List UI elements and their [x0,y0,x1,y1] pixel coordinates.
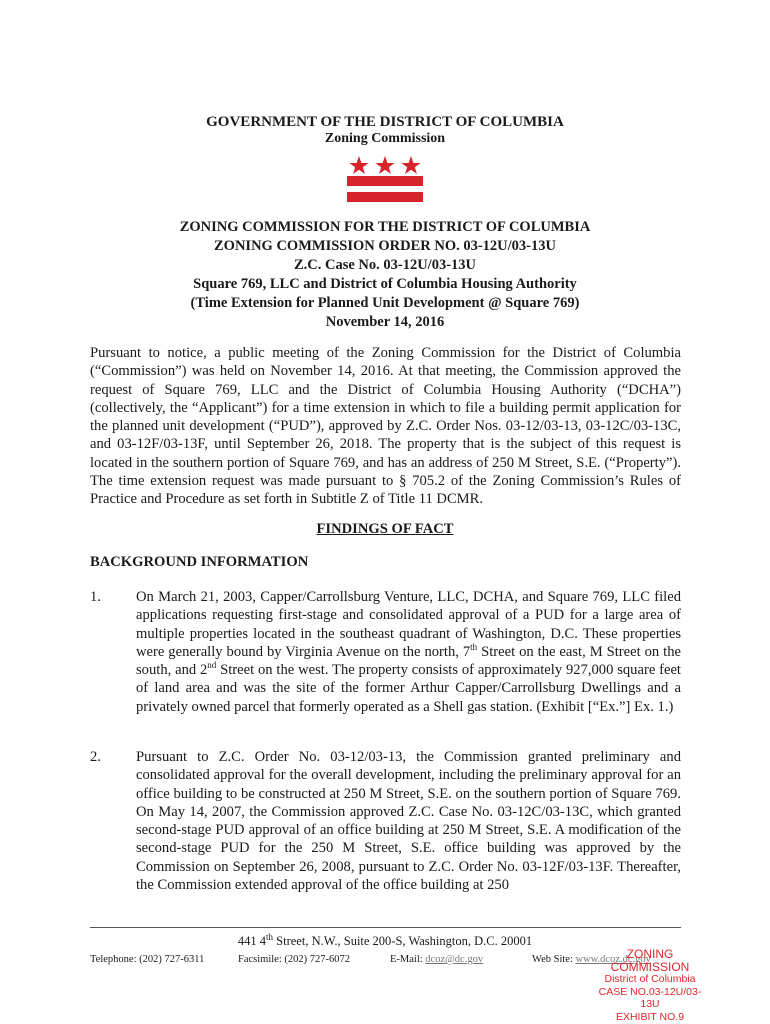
footer-telephone: Telephone: (202) 727-6311 [90,954,205,965]
finding-number: 2. [90,749,101,765]
order-title-block [0,218,770,332]
stamp-line-commission: ZONING COMMISSION [610,947,690,974]
website-link[interactable]: www.dcoz.dc.gov [575,954,651,965]
star-icon [349,156,368,174]
email-link[interactable]: dcoz@dc.gov [425,954,484,965]
exhibit-stamp [590,948,710,1023]
finding-number: 1. [90,589,101,605]
order-line-case: Z.C. Case No. 03-12U/03-13U [293,257,477,273]
dc-flag-stars-icon [347,154,423,174]
footer-facsimile: Facsimile: (202) 727-6072 [238,954,350,965]
intro-paragraph: Pursuant to notice, a public meeting of the Zoning Commission for the District of Columbia (“Commission”) was held on November 14, 2016. At that meeting, the Commission approved the request of Square 769, LLC and the District of Columbia Housing Authority (“DCHA”) (collectively, the “Applicant”) for a time extension in which to file a building permit application for the planned unit development (“PUD”), approved by Z.C. Order Nos. 03-12/03-13, 03-12C/03-13C, and 03-12F/03-13F, until September 26, 2018. The property that is the subject of this request is located in the southern portion of Square 769, and has an address of 250 M Street, S.E. (“Property”). The time extension request was made pursuant to § 705.2 of the Zoning Commission’s Rules of Practice and Procedure as set forth in Subtitle Z of Title 11 DCMR. [90,345,681,508]
stamp-line-district: District of Columbia [604,973,696,985]
agency-heading: Zoning Commission [324,131,446,146]
stamp-line-case: CASE NO.03-12U/03-13U [598,985,702,1010]
findings-heading: FINDINGS OF FACT [316,521,454,537]
order-line-parties: Square 769, LLC and District of Columbia Housing Authority [193,276,577,292]
star-icon [401,156,420,174]
footer-divider [90,927,681,928]
order-line-commission: ZONING COMMISSION FOR THE DISTRICT OF COLUMBIA [179,219,591,235]
footer-email: E-Mail: dcoz@dc.gov [390,954,484,965]
flag-bar-bottom [347,192,423,202]
order-line-subject: (Time Extension for Planned Unit Development @ Square 769) [190,295,580,311]
background-heading: BACKGROUND INFORMATION [90,554,309,570]
order-date: November 14, 2016 [325,314,445,330]
stamp-line-exhibit: EXHIBIT NO.9 [615,1010,685,1023]
finding-text: On March 21, 2003, Capper/Carrollsburg Venture, LLC, DCHA, and Square 769, LLC filed applications requesting first-stage and consolidated approval of a PUD for a large area of multiple properties located in the southeast quadrant of Washington, D.C. These properties were generally bound by Virginia Avenue on the north, 7th Street on the east, M Street on the south, and 2nd Street on the west. The property consists of approximately 927,000 square feet of land area and was the site of the former Arthur Capper/Carrollsburg Dwellings and a privately owned parcel that formerly operated as a Shell gas station. (Exhibit [“Ex.”] Ex. 1.) [136,589,681,715]
order-line-number: ZONING COMMISSION ORDER NO. 03-12U/03-13U [214,238,556,254]
footer-website: Web Site: www.dcoz.dc.gov [532,954,651,965]
star-icon [375,156,394,174]
footer-address: 441 4th Street, N.W., Suite 200-S, Washington, D.C. 20001 [237,931,533,948]
government-heading: GOVERNMENT OF THE DISTRICT OF COLUMBIA [206,114,564,130]
flag-bar-top [347,176,423,186]
finding-text: Pursuant to Z.C. Order No. 03-12/03-13, the Commission granted preliminary and consolidated approval for the overall development, including the preliminary approval for an office building to be constructed at 250 M Street, S.E. on the southern portion of Square 769. On May 14, 2007, the Commission approved Z.C. Case No. 03-12C/03-13C, which granted second-stage PUD approval of an office building at 250 M Street, S.E. A modification of the second-stage PUD for the 250 M Street, S.E. office building was approved by the Commission on September 26, 2008, pursuant to Z.C. Order No. 03-12F/03-13F. Thereafter, the Commission extended approval of the office building at 250 [136,749,681,894]
